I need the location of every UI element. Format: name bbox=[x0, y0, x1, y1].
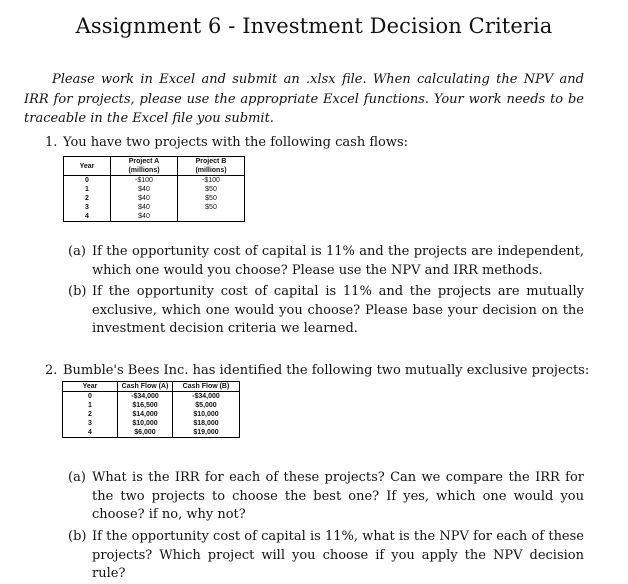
table-cell: $10,000 bbox=[118, 419, 173, 428]
question-2 bbox=[45, 363, 589, 378]
question-1a-text: If the opportunity cost of capital is 11% and the projects are independent, which one would you choose? Please use the NPV and IRR methods. bbox=[92, 244, 584, 278]
table-header: Project A (millions) bbox=[111, 157, 178, 176]
table-header-row bbox=[64, 157, 245, 176]
question-2b-text: If the opportunity cost of capital is 11%, what is the NPV for each of these projects? Which project will you choose if you apply the NPV decision rule? bbox=[92, 529, 584, 581]
table-cell bbox=[178, 212, 245, 222]
question-2b-label: (b) bbox=[68, 529, 87, 544]
table-cell: $6,000 bbox=[118, 428, 173, 438]
table-header: Cash Flow (A) bbox=[118, 382, 173, 392]
table-cell: $5,000 bbox=[173, 401, 240, 410]
table-cell: $50 bbox=[178, 194, 245, 203]
table-header-row bbox=[63, 382, 240, 392]
table-cell: 1 bbox=[64, 185, 111, 194]
table-header: Year bbox=[64, 157, 111, 176]
table-cell: 3 bbox=[63, 419, 118, 428]
question-2b bbox=[68, 528, 584, 584]
question-1-text: You have two projects with the following cash flows: bbox=[63, 135, 408, 150]
table-row bbox=[63, 392, 240, 402]
question-1a bbox=[68, 243, 584, 280]
table-row bbox=[64, 212, 245, 222]
table-cell: 2 bbox=[64, 194, 111, 203]
table-row bbox=[63, 419, 240, 428]
table-cell: -$34,000 bbox=[118, 392, 173, 402]
question-1-number: 1. bbox=[45, 135, 58, 150]
cash-flow-table-1 bbox=[63, 156, 245, 222]
table-cell: -$34,000 bbox=[173, 392, 240, 402]
question-2-text: Bumble's Bees Inc. has identified the following two mutually exclusive projects: bbox=[63, 363, 590, 378]
table-cell: $50 bbox=[178, 185, 245, 194]
table-cell: 1 bbox=[63, 401, 118, 410]
cash-flow-table-2 bbox=[62, 381, 240, 438]
table-header: Project B (millions) bbox=[178, 157, 245, 176]
table-cell: -$100 bbox=[178, 176, 245, 186]
table-cell: $10,000 bbox=[173, 410, 240, 419]
table-cell: $40 bbox=[111, 203, 178, 212]
table-header: Cash Flow (B) bbox=[173, 382, 240, 392]
table-row bbox=[64, 185, 245, 194]
question-1b-text: If the opportunity cost of capital is 11% and the projects are mutually exclusive, which one would you choose? Please base your decision on the investment decision criteria we learned. bbox=[92, 284, 584, 336]
table-cell: 0 bbox=[64, 176, 111, 186]
table-row bbox=[64, 194, 245, 203]
question-2a-text: What is the IRR for each of these projects? Can we compare the IRR for the two projects to choose the best one? If yes, which one would you choose? if no, why not? bbox=[92, 470, 584, 522]
table-cell: $19,000 bbox=[173, 428, 240, 438]
table-cell: $14,000 bbox=[118, 410, 173, 419]
table-cell: $40 bbox=[111, 212, 178, 222]
table-header: Year bbox=[63, 382, 118, 392]
question-1a-label: (a) bbox=[68, 244, 86, 259]
question-2-number: 2. bbox=[45, 363, 58, 378]
question-1b-label: (b) bbox=[68, 284, 87, 299]
table-cell: $40 bbox=[111, 185, 178, 194]
question-2a bbox=[68, 469, 584, 525]
table-cell: $40 bbox=[111, 194, 178, 203]
table-row bbox=[63, 428, 240, 438]
table-row bbox=[64, 176, 245, 186]
table-cell: -$100 bbox=[111, 176, 178, 186]
table-row bbox=[64, 203, 245, 212]
table-row bbox=[63, 401, 240, 410]
table-cell: 4 bbox=[63, 428, 118, 438]
table-cell: $16,500 bbox=[118, 401, 173, 410]
table-cell: 3 bbox=[64, 203, 111, 212]
question-1 bbox=[45, 135, 408, 150]
question-2a-label: (a) bbox=[68, 470, 86, 485]
table-cell: $50 bbox=[178, 203, 245, 212]
table-cell: 2 bbox=[63, 410, 118, 419]
instructions-paragraph: Please work in Excel and submit an .xlsx file. When calculating the NPV and IRR for projects, please use the appropriate Excel functions. Your work needs to be traceable in the Excel file you submit. bbox=[24, 72, 584, 126]
question-1b bbox=[68, 283, 584, 339]
table-row bbox=[63, 410, 240, 419]
table-cell: $18,000 bbox=[173, 419, 240, 428]
table-cell: 0 bbox=[63, 392, 118, 402]
table-cell: 4 bbox=[64, 212, 111, 222]
page-title: Assignment 6 - Investment Decision Criteria bbox=[75, 14, 553, 38]
